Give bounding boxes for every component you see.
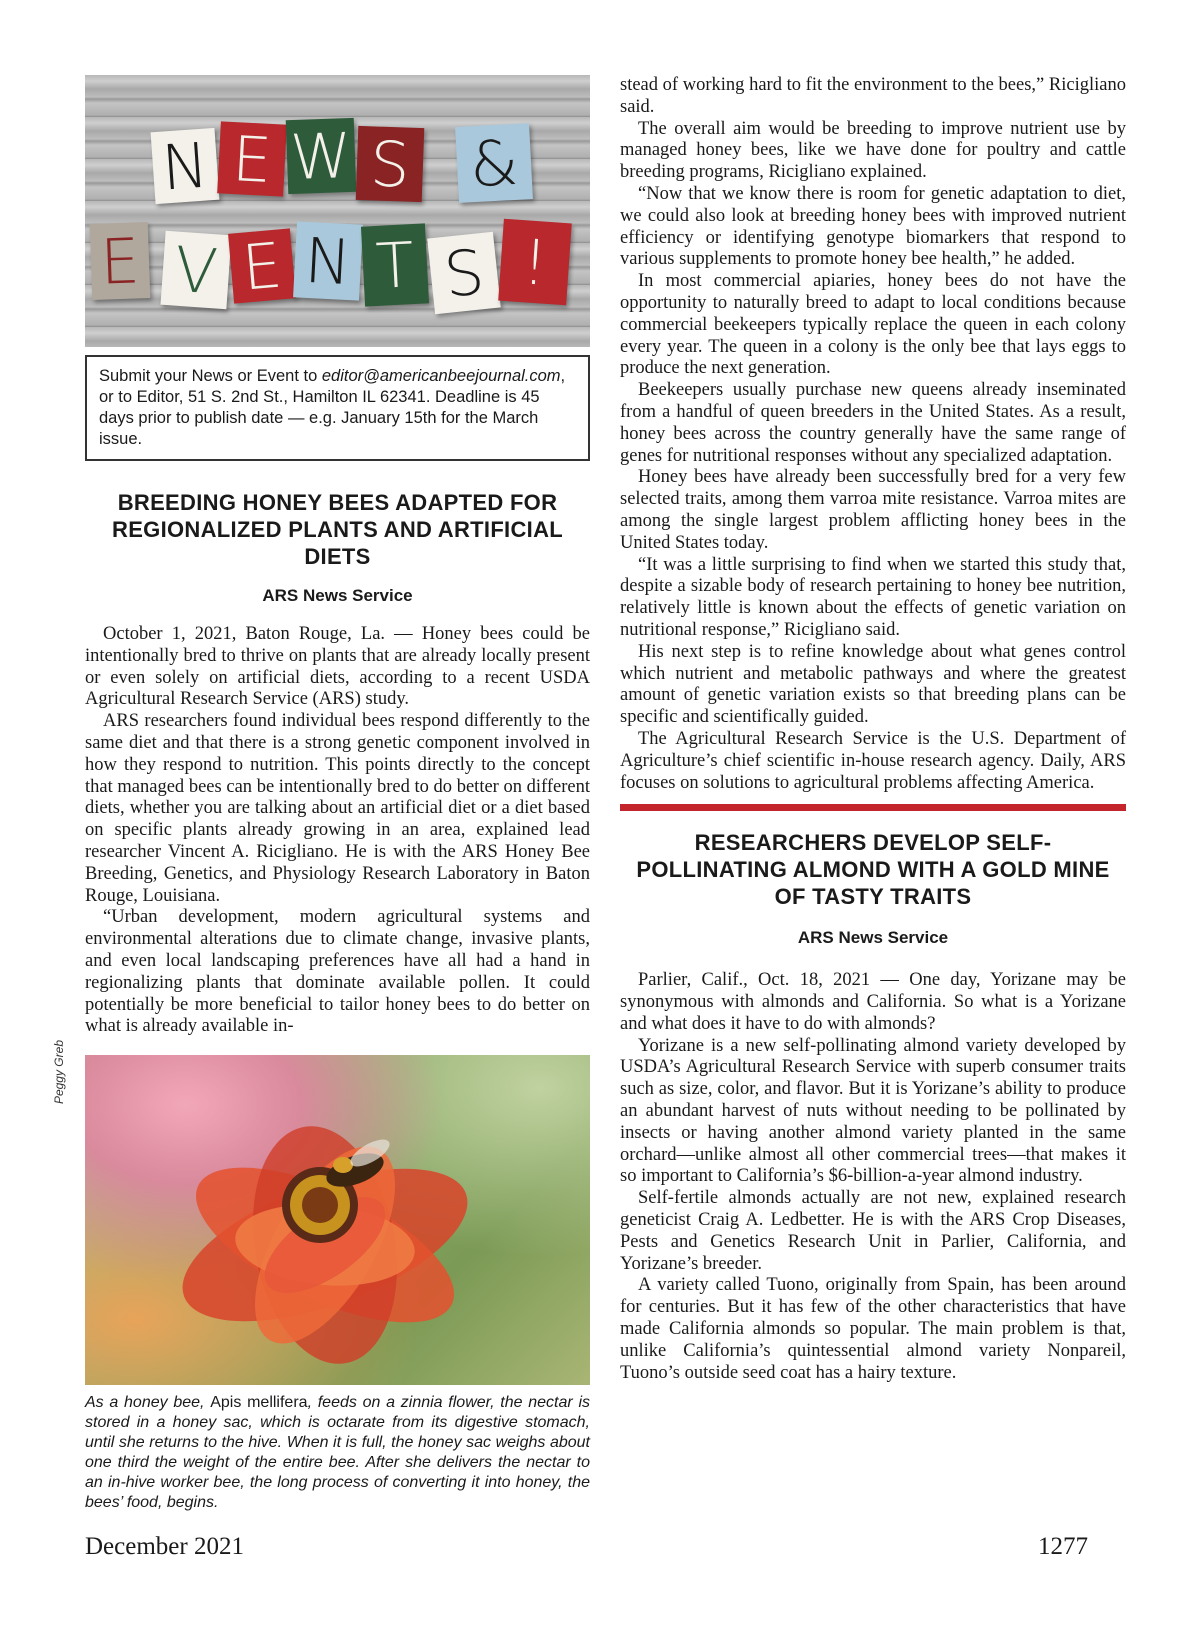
article1-paragraph: Honey bees have already been successfully bred for a very few selected traits, among them varroa mite resistance. Varroa mites are among the single largest problem afflicting honey bees in the United States today. <box>620 467 1126 553</box>
banner-tile: E <box>228 228 296 303</box>
article1-paragraph: In most commercial apiaries, honey bees do not have the opportunity to naturally breed to adapt to local conditions because commercial beekeepers typically replace the queen in each colony every year. The queen in a colony is the only bee that lays eggs to produce the next generation. <box>620 271 1126 379</box>
article1-paragraph: ARS researchers found individual bees respond differently to the same diet and that there is a strong genetic component involved in how they respond to nutrition. This points directly to the concept that managed bees can be intentionally bred to do better on different diets, whether you are talking about an artificial diet or a diet based on specific plants already growing in an area, explained lead researcher Vincent A. Ricigliano. He is with the ARS Honey Bee Breeding, Genetics, and Physiology Research Laboratory in Baton Rouge, Louisiana. <box>85 711 590 906</box>
article1-paragraph: “Urban development, modern agricultural systems and environmental alterations due to climate change, invasive plants, and even local landscaping preferences have all had a hand in regionalizing plants that dominate available pollen. It could potentially be more beneficial to tailor honey bees to do better on what is already available in- <box>85 907 590 1037</box>
article1-paragraph: The overall aim would be breeding to improve nutrient use by managed honey bees, like we have done for poultry and cattle breeding programs, Ricigliano explained. <box>620 118 1126 183</box>
news-events-banner <box>85 75 590 347</box>
caption-scientific-name: Apis mellifera <box>210 1394 308 1412</box>
article2-headline: RESEARCHERS DEVELOP SELF-POLLINATING ALMOND WITH A GOLD MINE OF TASTY TRAITS <box>636 830 1110 910</box>
article2-paragraph: Self-fertile almonds actually are not new, explained research geneticist Craig A. Ledbetter. He is with the ARS Crop Diseases, Pests and Genetics Research Unit in Parlier, California, and Yorizane’s breeder. <box>620 1188 1126 1274</box>
article1-paragraph: The Agricultural Research Service is the U.S. Department of Agriculture’s chief scientific in-house research agency. Daily, ARS focuses on solutions to agricultural problems affecting America. <box>620 728 1126 793</box>
banner-tile: & <box>455 123 533 203</box>
article2-paragraph: Parlier, Calif., Oct. 18, 2021 — One day, Yorizane may be synonymous with almonds and California. So what is a Yorizane and what does it have to do with almonds? <box>620 970 1126 1034</box>
article2-byline: ARS News Service <box>797 928 949 948</box>
zinnia-illustration <box>85 1055 590 1385</box>
banner-tile: V <box>160 231 231 309</box>
article1-byline: ARS News Service <box>262 586 413 605</box>
left-column <box>85 75 590 1513</box>
banner-tile: N <box>151 128 220 204</box>
submit-notice-box <box>85 355 590 461</box>
article2-paragraph: Yorizane is a new self-pollinating almond variety developed by USDA’s Agricultural Research Service with superb consumer traits such as size, color, and flavor. But it is Yorizane’s ability to produce an abundant harvest of nuts without needing to be pollinated by insects or having another almond variety planted in the same orchard—unlike almost all other commercial trees—that makes it so important to California’s $6-billion-a-year almond industry. <box>620 1035 1126 1187</box>
photo-credit: Peggy Greb <box>52 1040 66 1105</box>
banner-tile: W <box>286 118 357 194</box>
article1-paragraph: Beekeepers usually purchase new queens already inseminated from a handful of queen breeders in the United States. As a result, honey bees across the country generally have the same range of genes for nutritional responses without any specialized adaptation. <box>620 380 1126 466</box>
submit-text-a: Submit your News or Event to <box>99 367 322 385</box>
submit-text-b: , or to Editor, 51 S. 2nd St., Hamilton IL 62341. Deadline is 45 days prior to publish date — e.g. January 15th for the March issue. <box>99 367 566 448</box>
banner-tile: N <box>293 221 363 300</box>
footer-page-number: 1277 <box>1038 1533 1088 1560</box>
banner-tile: T <box>361 223 429 306</box>
footer-date: December 2021 <box>85 1533 244 1560</box>
article1-paragraph: His next step is to refine knowledge about what genes control which nutrient and metabolic pathways and where the greatest amount of genetic variation exists so that breeding plans can be specific and scientifically guided. <box>620 641 1126 728</box>
caption-text-a: As a honey bee, <box>85 1394 211 1412</box>
right-column <box>620 75 1126 1384</box>
article1-body-left <box>85 624 590 1038</box>
banner-tile: S <box>356 126 425 202</box>
caption-text-b: , feeds on a zinnia flower, the nectar is stored in a honey sac, which is octarate from its digestive stomach, until she returns to the hive. When it is full, the honey sac weighs about one third the weight of the entire bee. After she delivers the nectar to an in-hive worker bee, the long process of converting it into honey, the bees’ food, begins. <box>85 1394 591 1512</box>
bee-zinnia-photo <box>85 1055 590 1385</box>
submit-email[interactable]: editor@americanbeejournal.com <box>321 367 561 385</box>
article1-body-right <box>620 75 1126 794</box>
article1-continuation: stead of working hard to fit the environment to the bees,” Ricigliano said. <box>620 75 1126 117</box>
article1-paragraph: “It was a little surprising to find when we started this study that, despite a sizable body of research pertaining to honey bee nutrition, relatively little is known about the effects of genetic variation on nutritional response,” Ricigliano said. <box>620 554 1126 640</box>
article1-paragraph: October 1, 2021, Baton Rouge, La. — Honey bees could be intentionally bred to thrive on plants that are already locally present or even solely on artificial diets, according to a recent USDA Agricultural Research Service (ARS) study. <box>85 624 590 710</box>
banner-tile: ! <box>498 219 572 306</box>
article2-paragraph: A variety called Tuono, originally from Spain, has been around for centuries. But it has few of the other characteristics that have made California almonds so popular. The main problem is that, unlike California’s quintessential almond variety Nonpareil, Tuono’s outside seed coat has a hairy texture. <box>620 1275 1126 1383</box>
banner-tile: S <box>427 232 501 314</box>
banner-tile: E <box>90 222 151 300</box>
photo-caption <box>85 1393 590 1513</box>
article1-headline: BREEDING HONEY BEES ADAPTED FOR REGIONALIZED PLANTS AND ARTIFICIAL DIETS <box>112 490 563 569</box>
banner-tile: E <box>217 121 287 196</box>
article2-body <box>620 970 1126 1384</box>
section-divider <box>620 804 1126 811</box>
article1-paragraph: “Now that we know there is room for genetic adaptation to diet, we could also look at breeding honey bees with improved nutrient efficiency or identifying genotype biomarkers that respond to various supplements to promote honey bee health,” he added. <box>620 183 1126 270</box>
